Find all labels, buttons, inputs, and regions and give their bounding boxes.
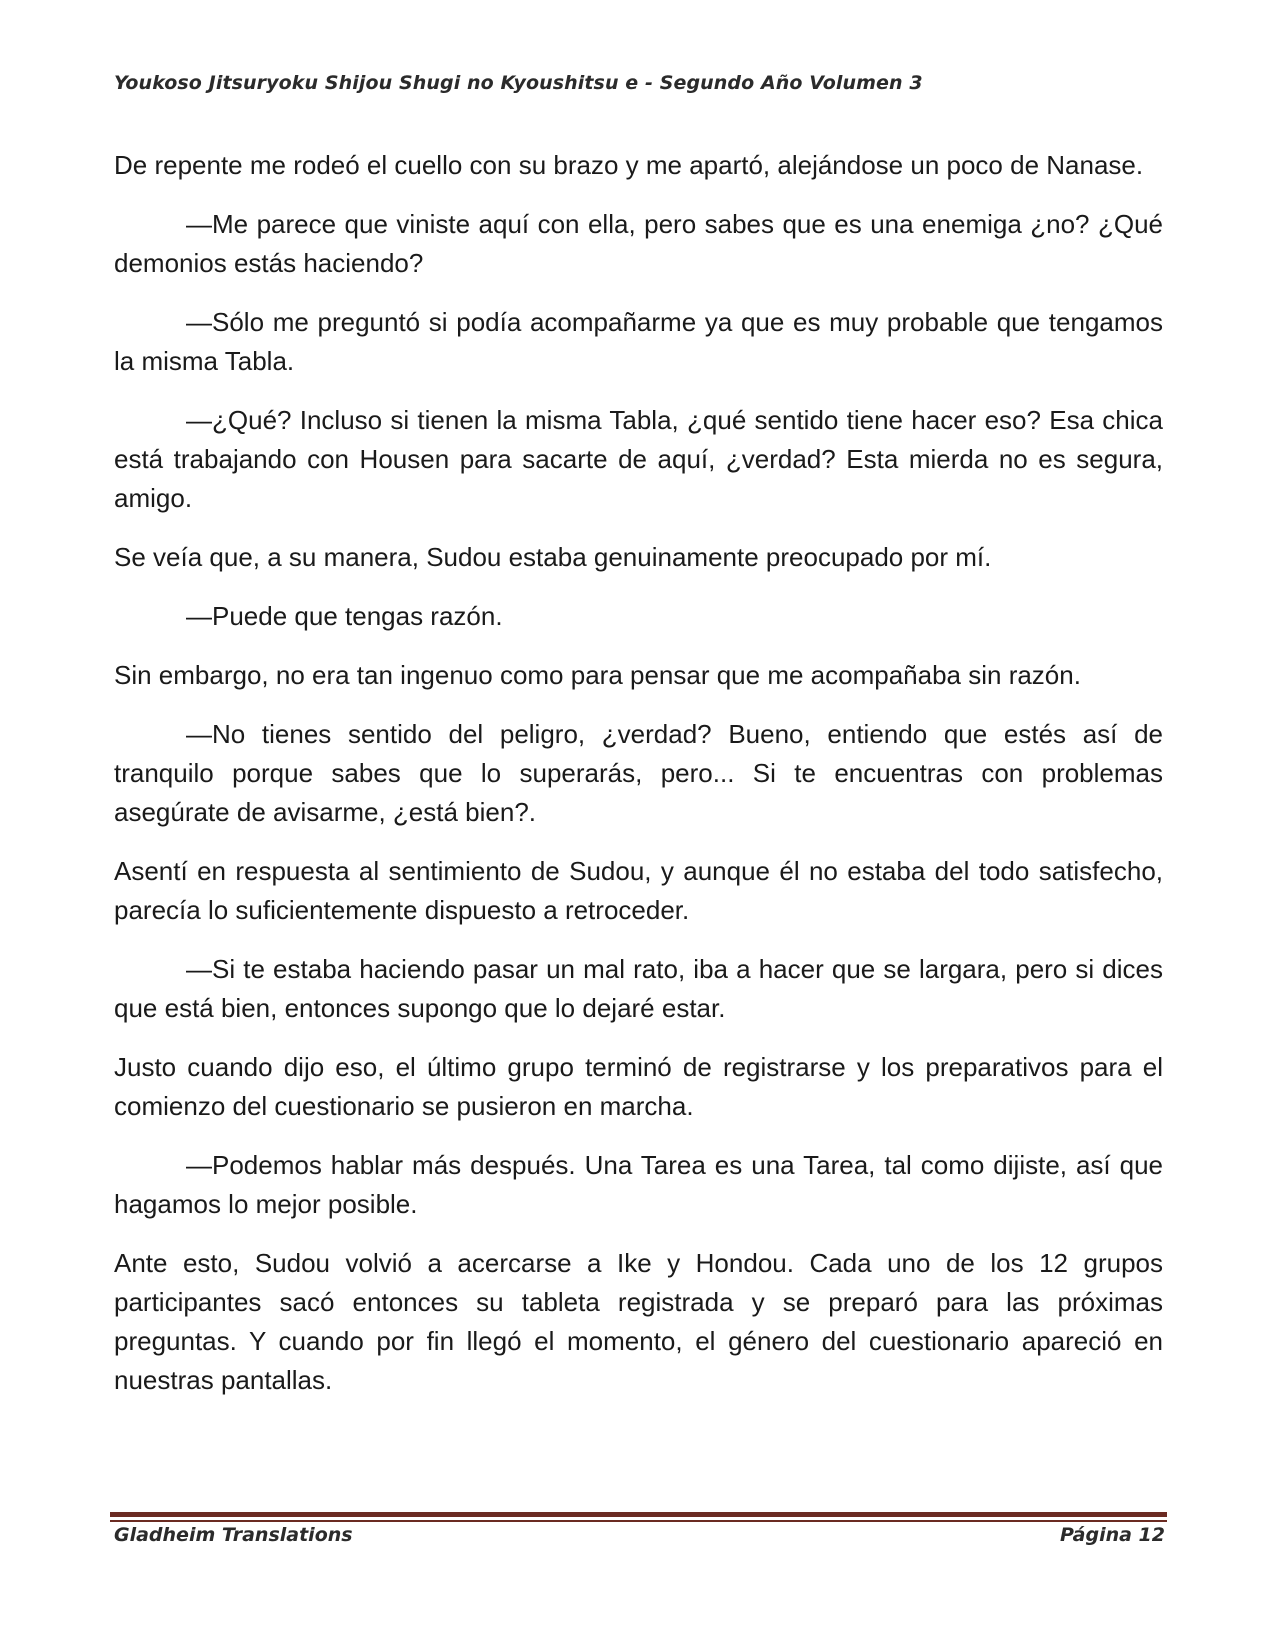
paragraph-dialog: —Podemos hablar más después. Una Tarea es una Tarea, tal como dijiste, así que hagamos lo mejor posible. (114, 1150, 1163, 1219)
paragraph-narration: Justo cuando dijo eso, el último grupo terminó de registrarse y los preparativos para el comienzo del cuestionario se pusieron en marcha. (114, 1052, 1163, 1121)
paragraph-narration: Ante esto, Sudou volvió a acercarse a Ike y Hondou. Cada uno de los 12 grupos participantes sacó entonces su tableta registrada y se preparó para las próximas preguntas. Y cuando por fin llegó el momento, el género del cuestionario apareció en nuestras pantallas. (114, 1248, 1163, 1395)
paragraph-narration: Asentí en respuesta al sentimiento de Sudou, y aunque él no estaba del todo satisfecho, parecía lo suficientemente dispuesto a retroceder. (114, 856, 1163, 925)
paragraph-dialog: —No tienes sentido del peligro, ¿verdad? Bueno, entiendo que estés así de tranquilo porque sabes que lo superarás, pero... Si te encuentras con problemas asegúrate de avisarme, ¿está bien?. (114, 719, 1163, 827)
paragraph-dialog: —Me parece que viniste aquí con ella, pero sabes que es una enemiga ¿no? ¿Qué demonios estás haciendo? (114, 209, 1163, 278)
paragraph-dialog: —Puede que tengas razón. (186, 601, 503, 631)
footer-publisher: Gladheim Translations (114, 1524, 353, 1546)
paragraph-dialog: —Si te estaba haciendo pasar un mal rato, iba a hacer que se largara, pero si dices que está bien, entonces supongo que lo dejaré estar. (114, 954, 1163, 1023)
page-header-title: Youkoso Jitsuryoku Shijou Shugi no Kyoushitsu e - Segundo Año Volumen 3 (114, 72, 923, 94)
paragraph-narration: Se veía que, a su manera, Sudou estaba genuinamente preocupado por mí. (114, 542, 992, 572)
footer-page-number: Página 12 (1059, 1524, 1165, 1546)
paragraph-narration: Sin embargo, no era tan ingenuo como para pensar que me acompañaba sin razón. (114, 660, 1081, 690)
paragraph-dialog: —Sólo me preguntó si podía acompañarme ya que es muy probable que tengamos la misma Tabla. (114, 307, 1163, 376)
paragraph-narration: De repente me rodeó el cuello con su brazo y me apartó, alejándose un poco de Nanase. (114, 150, 1144, 180)
footer-divider-thick (110, 1512, 1167, 1517)
paragraph-dialog: —¿Qué? Incluso si tienen la misma Tabla, ¿qué sentido tiene hacer eso? Esa chica está trabajando con Housen para sacarte de aquí, ¿verdad? Esta mierda no es segura, amigo. (114, 405, 1163, 513)
body-text (114, 146, 1163, 1420)
footer-divider-thin (110, 1520, 1167, 1522)
